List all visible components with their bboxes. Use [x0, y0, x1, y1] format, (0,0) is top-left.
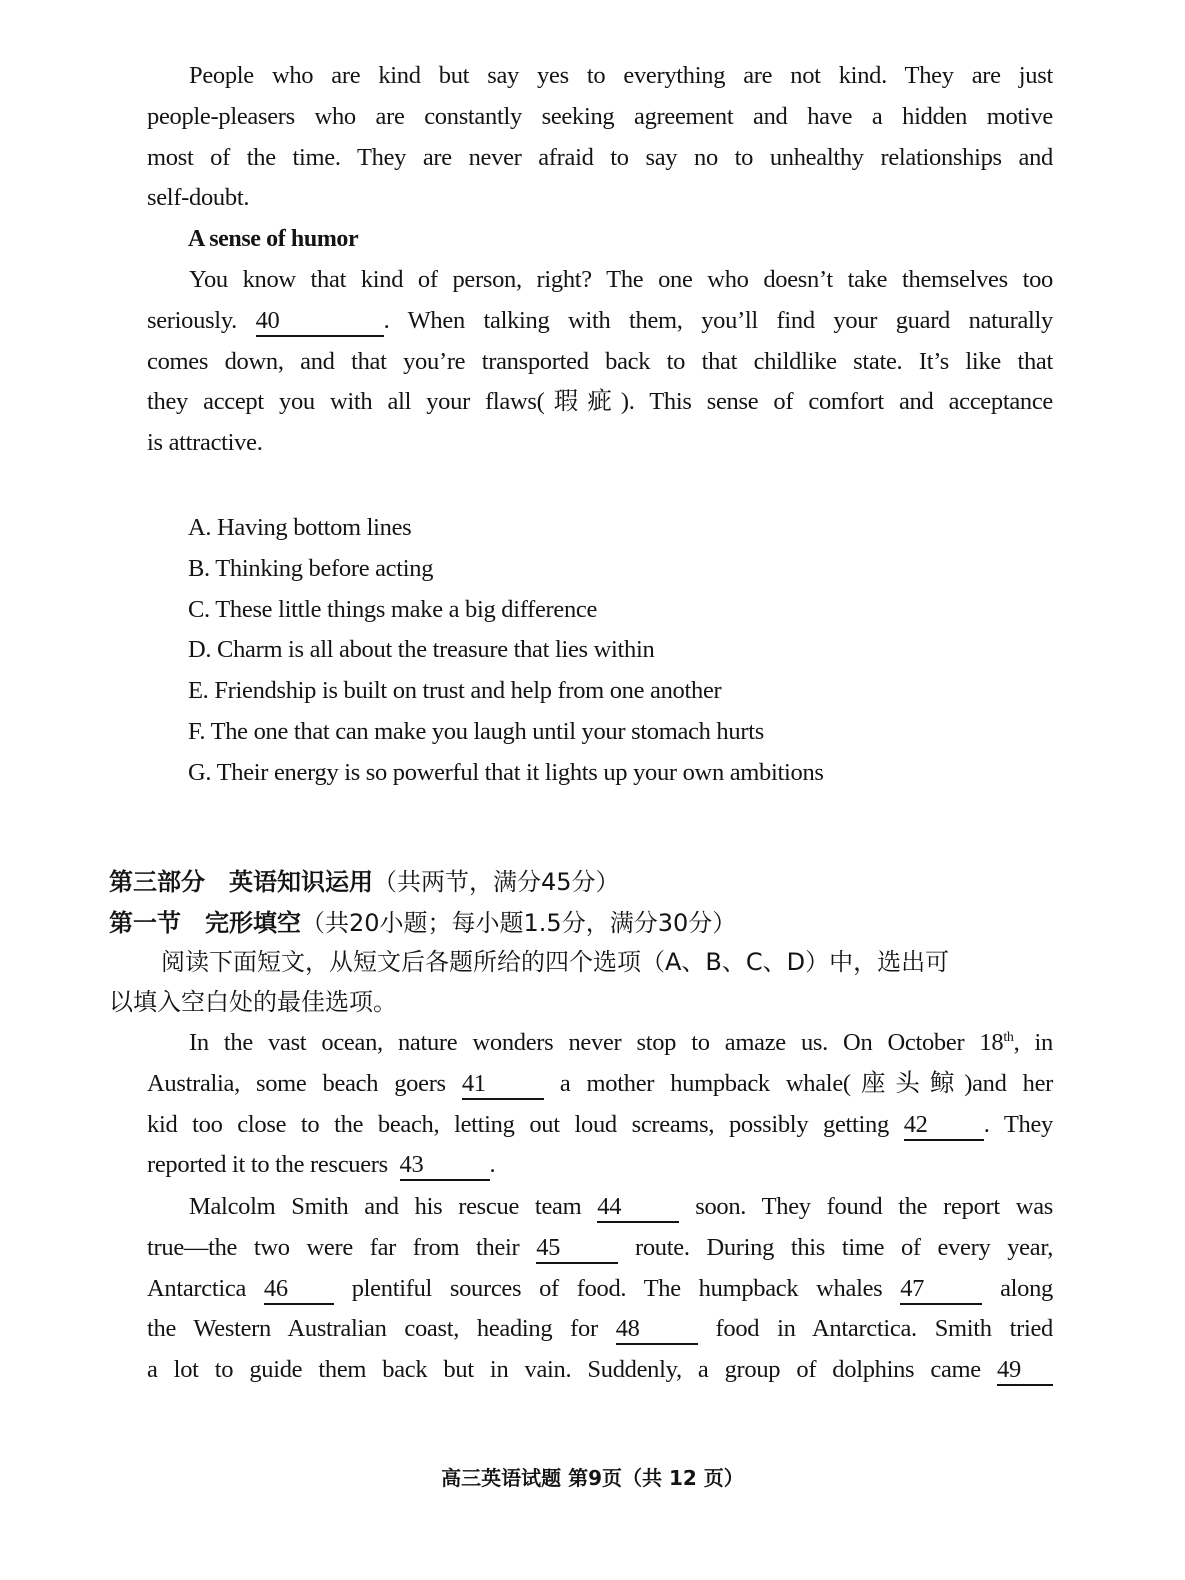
part-three-title: 第三部分 英语知识运用（共两节，满分45分） — [109, 868, 620, 896]
blank-46[interactable]: 46 — [264, 1276, 334, 1305]
blank-43[interactable]: 43 — [400, 1152, 490, 1181]
blank-40[interactable]: 40 — [256, 308, 384, 337]
text-line: they accept you with all your flaws(瑕疵). This sense of comfort and acceptance — [147, 388, 1053, 416]
blank-41[interactable]: 41 — [462, 1071, 544, 1100]
text-line: Australia, some beach goers 41 a mother humpback whale(座头鲸)and her — [147, 1064, 1053, 1105]
text-line: kid too close to the beach, letting out loud screams, possibly getting 42 . They — [147, 1105, 1053, 1146]
text-line: true—the two were far from their 45 route. During this time of every year, — [147, 1228, 1053, 1269]
blank-45[interactable]: 45 — [536, 1235, 618, 1264]
text-line: self-doubt. — [147, 184, 250, 212]
section-one-title: 第一节 完形填空（共20小题；每小题1.5分，满分30分） — [109, 909, 737, 937]
text-line: people-pleasers who are constantly seeking agreement and have a hidden motive — [147, 102, 1053, 130]
cloze-paragraph-1 — [147, 1023, 1053, 1186]
text-line: comes down, and that you’re transported back to that childlike state. It’s like that — [147, 347, 1053, 375]
blank-47[interactable]: 47 — [900, 1276, 982, 1305]
page-footer: 高三英语试题 第9页（共 12 页） — [441, 1466, 744, 1490]
blank-49[interactable]: 49 — [997, 1357, 1053, 1386]
instructions — [109, 942, 1055, 1022]
passage-humor — [147, 260, 1053, 464]
blank-44[interactable]: 44 — [597, 1194, 679, 1223]
options-list — [188, 508, 824, 794]
text-line: is attractive. — [147, 429, 263, 457]
option-a: A. Having bottom lines — [188, 514, 412, 541]
text-line: In the vast ocean, nature wonders never stop to amaze us. On October 18th, in — [189, 1029, 1053, 1056]
option-c: C. These little things make a big difference — [188, 595, 598, 623]
text-line: People who are kind but say yes to everything are not kind. They are just — [189, 62, 1053, 89]
text-line: You know that kind of person, right? The one who doesn’t take themselves too — [189, 266, 1053, 293]
text-line: seriously. 40 . When talking with them, you’ll find your guard naturally — [147, 301, 1053, 342]
text-line: Malcolm Smith and his rescue team 44 soon. They found the report was — [147, 1187, 1053, 1228]
text-line: the Western Australian coast, heading for 48 food in Antarctica. Smith tried — [147, 1309, 1053, 1350]
option-g: G. Their energy is so powerful that it lights up your own ambitions — [188, 758, 824, 786]
instruction-line: 阅读下面短文，从短文后各题所给的四个选项（A、B、C、D）中，选出可 — [161, 948, 950, 976]
passage-kindness — [147, 56, 1053, 219]
cloze-paragraph-2 — [147, 1187, 1053, 1391]
option-d: D. Charm is all about the treasure that lies within — [188, 636, 655, 664]
blank-48[interactable]: 48 — [616, 1316, 698, 1345]
text-line: most of the time. They are never afraid to say no to unhealthy relationships and — [147, 143, 1053, 171]
option-e: E. Friendship is built on trust and help from one another — [188, 677, 722, 705]
text-line: a lot to guide them back but in vain. Suddenly, a group of dolphins came 49 — [147, 1350, 1053, 1391]
option-f: F. The one that can make you laugh until your stomach hurts — [188, 717, 764, 745]
text-line: reported it to the rescuers 43 . — [147, 1145, 1053, 1186]
option-b: B. Thinking before acting — [188, 554, 434, 582]
text-line: Antarctica 46 plentiful sources of food. The humpback whales 47 along — [147, 1269, 1053, 1310]
section-heading-humor: A sense of humor — [188, 226, 359, 252]
blank-42[interactable]: 42 — [904, 1112, 984, 1141]
instruction-line: 以填入空白处的最佳选项。 — [109, 988, 397, 1016]
